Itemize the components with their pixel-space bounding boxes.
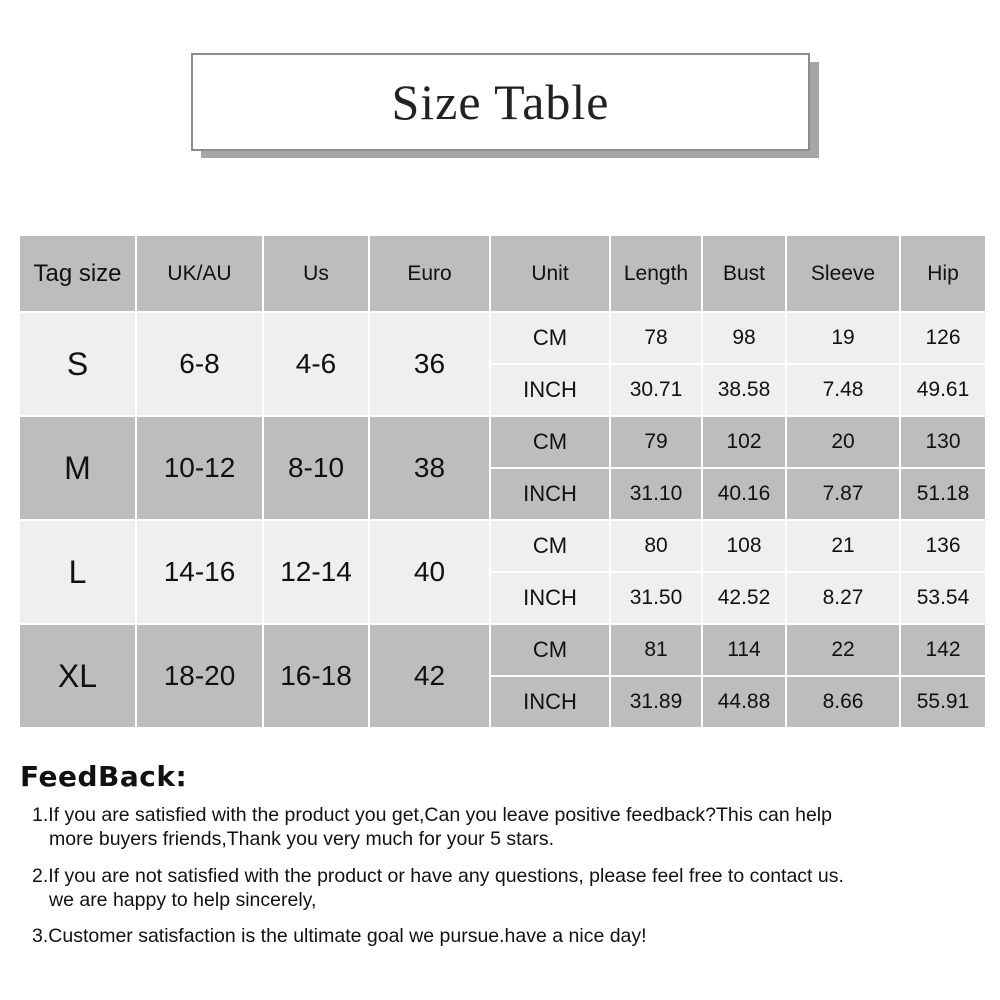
hip-cell: 126 [900,312,986,364]
size-table [18,234,987,729]
length-cell: 31.50 [610,572,702,624]
table-row [19,520,986,572]
length-cell: 81 [610,624,702,676]
hip-cell: 136 [900,520,986,572]
feedback-item-line: 3.Customer satisfaction is the ultimate goal we pursue.have a nice day! [32,925,647,947]
feedback-item [32,803,972,851]
hip-cell: 53.54 [900,572,986,624]
feedback-item [32,924,972,948]
feedback-item [32,864,972,912]
header-row [19,235,986,312]
hip-cell: 130 [900,416,986,468]
hip-cell: 51.18 [900,468,986,520]
feedback-item-line: 1.If you are satisfied with the product you get,Can you leave positive feedback?This can help [32,804,832,826]
header-bust: Bust [702,235,786,312]
us-cell: 16-18 [263,624,369,728]
sleeve-cell: 22 [786,624,900,676]
length-cell: 31.89 [610,676,702,728]
feedback-title: FeedBack: [20,760,188,793]
sleeve-cell: 8.66 [786,676,900,728]
unit-cell: CM [490,520,610,572]
page-title: Size Table [391,74,610,130]
header-euro: Euro [369,235,490,312]
header-unit: Unit [490,235,610,312]
sleeve-cell: 7.48 [786,364,900,416]
hip-cell: 142 [900,624,986,676]
euro-cell: 36 [369,312,490,416]
unit-cell: CM [490,624,610,676]
unit-cell: INCH [490,676,610,728]
euro-cell: 42 [369,624,490,728]
header-tag-size: Tag size [19,235,136,312]
sleeve-cell: 20 [786,416,900,468]
title-box [191,53,810,151]
bust-cell: 40.16 [702,468,786,520]
tag-size-cell: M [19,416,136,520]
euro-cell: 38 [369,416,490,520]
feedback-item-line: more buyers friends,Thank you very much for your 5 stars. [49,828,555,850]
header-us: Us [263,235,369,312]
length-cell: 78 [610,312,702,364]
header-length: Length [610,235,702,312]
unit-cell: CM [490,416,610,468]
uk-au-cell: 10-12 [136,416,263,520]
hip-cell: 55.91 [900,676,986,728]
sleeve-cell: 21 [786,520,900,572]
unit-cell: INCH [490,572,610,624]
tag-size-cell: L [19,520,136,624]
length-cell: 80 [610,520,702,572]
bust-cell: 102 [702,416,786,468]
euro-cell: 40 [369,520,490,624]
length-cell: 30.71 [610,364,702,416]
bust-cell: 108 [702,520,786,572]
us-cell: 4-6 [263,312,369,416]
tag-size-cell: XL [19,624,136,728]
header-hip: Hip [900,235,986,312]
uk-au-cell: 18-20 [136,624,263,728]
bust-cell: 38.58 [702,364,786,416]
table-row [19,416,986,468]
bust-cell: 114 [702,624,786,676]
uk-au-cell: 6-8 [136,312,263,416]
length-cell: 31.10 [610,468,702,520]
unit-cell: CM [490,312,610,364]
feedback-item-line: we are happy to help sincerely, [49,889,317,911]
tag-size-cell: S [19,312,136,416]
header-uk-au: UK/AU [136,235,263,312]
unit-cell: INCH [490,364,610,416]
us-cell: 12-14 [263,520,369,624]
sleeve-cell: 8.27 [786,572,900,624]
uk-au-cell: 14-16 [136,520,263,624]
unit-cell: INCH [490,468,610,520]
hip-cell: 49.61 [900,364,986,416]
sleeve-cell: 19 [786,312,900,364]
length-cell: 79 [610,416,702,468]
bust-cell: 98 [702,312,786,364]
us-cell: 8-10 [263,416,369,520]
sleeve-cell: 7.87 [786,468,900,520]
table-row [19,312,986,364]
feedback-item-line: 2.If you are not satisfied with the product or have any questions, please feel free to contact us. [32,865,844,887]
bust-cell: 42.52 [702,572,786,624]
bust-cell: 44.88 [702,676,786,728]
table-row [19,624,986,676]
header-sleeve: Sleeve [786,235,900,312]
